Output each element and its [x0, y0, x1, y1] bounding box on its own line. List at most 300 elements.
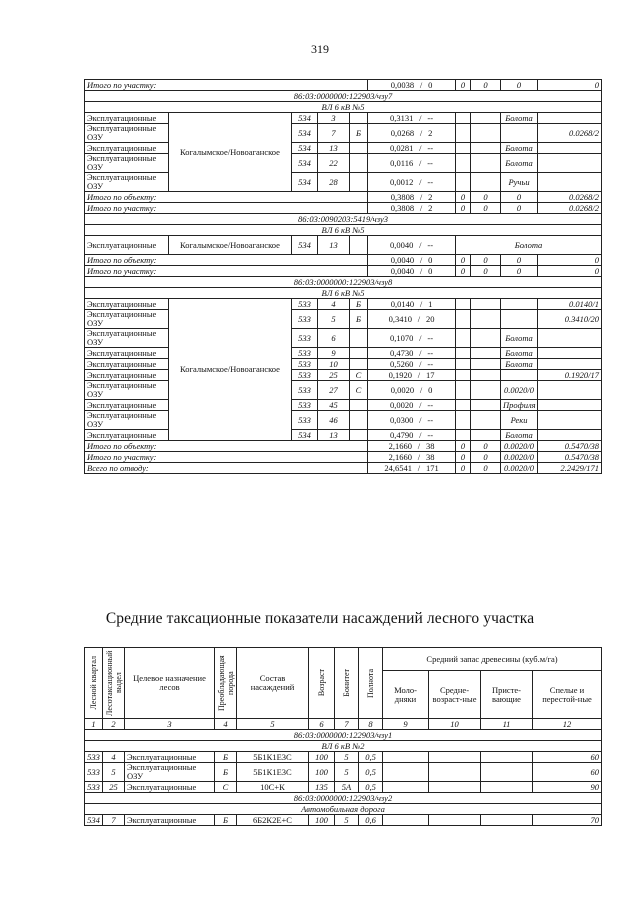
header-ripening: Присте-вающие [481, 671, 533, 719]
stand-row [85, 752, 602, 763]
total-young: 0 [456, 192, 471, 203]
column-number: 6 [309, 719, 335, 730]
middle-cell [471, 154, 501, 173]
area-value: 0,0300 [389, 414, 414, 425]
young-cell [456, 370, 471, 381]
total-area-value: 2,1660 [388, 451, 412, 462]
purpose-cell: Эксплуатационные [125, 752, 215, 763]
middle-cell [471, 400, 501, 411]
kvartal-cell: 533 [292, 310, 318, 329]
composition-cell: 5Б1К1Е3С [237, 752, 309, 763]
line-name-row [85, 741, 602, 752]
note-cell [501, 310, 538, 329]
area-cell [368, 124, 456, 143]
young-cell [383, 752, 429, 763]
species-cell [350, 348, 368, 359]
total-ripening: 0 [501, 255, 538, 266]
total-area-value: 0,3808 [390, 191, 415, 202]
note-cell: Реки [501, 411, 538, 430]
kvartal-cell: 533 [292, 329, 318, 348]
note-cell: Болота [501, 143, 538, 154]
note-cell: Болота [501, 430, 538, 441]
kvartal-cell: 534 [292, 173, 318, 192]
plot-row [85, 173, 602, 192]
header-breed [215, 648, 237, 719]
area-count: 20 [425, 313, 435, 324]
purpose-cell: Эксплуатационные [85, 400, 169, 411]
area-cell [368, 113, 456, 124]
area-slash: / [419, 384, 423, 395]
vydel-cell: 46 [318, 411, 350, 430]
total-label: Итого по участку: [85, 266, 368, 277]
total-area-value: 0,0040 [390, 265, 415, 276]
total-label: Итого по объекту: [85, 192, 368, 203]
total-mature: 0.0268/2 [538, 192, 602, 203]
young-cell [456, 154, 471, 173]
note-cell: Профиля [501, 400, 538, 411]
area-slash: / [419, 112, 422, 123]
total-young: 0 [456, 266, 471, 277]
young-cell [456, 430, 471, 441]
vydel-cell: 13 [318, 143, 350, 154]
mature-cell: 0.0268/2 [538, 124, 602, 143]
total-area-value: 0,3808 [390, 202, 415, 213]
line-name: ВЛ 6 кВ №5 [85, 225, 602, 236]
area-cell [368, 236, 456, 255]
mature-cell [538, 411, 602, 430]
column-number: 7 [335, 719, 359, 730]
plot-row [85, 359, 602, 370]
note-cell: 0.0020/0 [501, 381, 538, 400]
total-area-value: 2,1660 [388, 440, 412, 451]
header-kvartal-text: Лесной квартал [89, 656, 98, 710]
young-cell [456, 381, 471, 400]
bonitet-cell: 5 [335, 815, 359, 826]
area-count: -- [427, 347, 434, 358]
total-middle: 0 [471, 452, 501, 463]
vydel-cell: 7 [103, 815, 125, 826]
area-slash: / [417, 369, 421, 380]
vydel-cell: 5 [103, 763, 125, 782]
section-code-row [85, 793, 602, 804]
species-cell: Б [350, 124, 368, 143]
middle-cell [471, 299, 501, 310]
itogo-object-row [85, 255, 602, 266]
middle-cell [471, 359, 501, 370]
area-count: -- [427, 157, 433, 168]
ripening-cell [481, 782, 533, 793]
itogo-uchastok-row [85, 266, 602, 277]
total-label: Итого по участку: [85, 203, 368, 214]
composition-cell: 6Б2К2Е+С [237, 815, 309, 826]
plot-table [84, 79, 602, 474]
fullness-cell: 0,5 [359, 782, 383, 793]
header-stock: Средний запас древесины (куб.м/га) [383, 648, 602, 671]
kvartal-cell: 533 [85, 782, 103, 793]
kvartal-cell: 534 [292, 113, 318, 124]
column-number: 8 [359, 719, 383, 730]
fullness-cell: 0,6 [359, 815, 383, 826]
area-value: 0,0012 [389, 176, 414, 187]
forestry-cell: Когалымское/Новоаганское [169, 299, 292, 441]
breed-cell: Б [215, 815, 237, 826]
species-cell [350, 113, 368, 124]
kvartal-cell: 533 [85, 752, 103, 763]
young-cell [456, 124, 471, 143]
area-slash: / [419, 239, 422, 250]
purpose-cell: Эксплуатационные ОЗУ [85, 124, 169, 143]
purpose-cell: Эксплуатационные ОЗУ [125, 763, 215, 782]
header-bonitet [335, 648, 359, 719]
breed-cell: С [215, 782, 237, 793]
area-value: 0,1920 [388, 369, 412, 380]
total-area-value: 0,0040 [390, 254, 415, 265]
mature-cell [538, 430, 602, 441]
ripening-cell [481, 752, 533, 763]
area-value: 0,0020 [389, 399, 414, 410]
middle-cell [471, 430, 501, 441]
kvartal-cell: 533 [292, 299, 318, 310]
total-label: Итого по участку: [85, 452, 368, 463]
kvartal-cell: 533 [292, 411, 318, 430]
header-kvartal [85, 648, 103, 719]
mature-cell [538, 113, 602, 124]
area-value: 0,5260 [389, 358, 414, 369]
area-value: 0,1070 [389, 332, 414, 343]
stand-row [85, 763, 602, 782]
vydel-cell: 25 [103, 782, 125, 793]
age-cell: 100 [309, 815, 335, 826]
middle-cell [471, 370, 501, 381]
purpose-cell: Эксплуатационные [85, 299, 169, 310]
area-slash: / [419, 332, 422, 343]
area-value: 0,0020 [390, 384, 415, 395]
area-slash: / [419, 399, 422, 410]
total-area-slash: / [419, 202, 423, 213]
section-code-row [85, 91, 602, 102]
kvartal-cell: 533 [292, 381, 318, 400]
kvartal-cell: 534 [292, 236, 318, 255]
purpose-cell: Эксплуатационные [85, 143, 169, 154]
vydel-cell: 25 [318, 370, 350, 381]
area-slash: / [419, 358, 422, 369]
plot-row [85, 299, 602, 310]
section-code: 86:03:0000000:122903/чзу1 [85, 730, 602, 741]
species-cell [350, 411, 368, 430]
total-mature: 0.5470/38 [538, 441, 602, 452]
plot-row [85, 113, 602, 124]
itogo-uchastok-row [85, 80, 602, 91]
page-number: 319 [311, 42, 329, 56]
mature-cell [538, 173, 602, 192]
plot-row [85, 381, 602, 400]
line-name: ВЛ 6 кВ №5 [85, 102, 602, 113]
column-number: 5 [237, 719, 309, 730]
area-value: 0,0116 [390, 157, 414, 168]
header-purpose: Целевое назначение лесов [125, 648, 215, 719]
total-area-value: 0,0038 [390, 79, 415, 90]
section-code: 86:03:0000000:122903/чзу8 [85, 277, 602, 288]
area-count: 2 [428, 127, 433, 138]
total-ripening: 0.0020/0 [501, 463, 538, 474]
total-area [368, 452, 456, 463]
area-cell [368, 381, 456, 400]
area-value: 0,0281 [389, 142, 414, 153]
kvartal-cell: 533 [85, 763, 103, 782]
total-area-slash: / [419, 191, 423, 202]
kvartal-cell: 533 [292, 370, 318, 381]
total-area-count: 38 [425, 451, 435, 462]
young-cell [456, 299, 471, 310]
section-code-row [85, 277, 602, 288]
vydel-cell: 45 [318, 400, 350, 411]
area-value: 0,0268 [390, 127, 415, 138]
purpose-cell: Эксплуатационные ОЗУ [85, 310, 169, 329]
forestry-cell: Когалымское/Новоаганское [169, 113, 292, 192]
column-number: 3 [125, 719, 215, 730]
total-mature: 0.0268/2 [538, 203, 602, 214]
vydel-cell: 5 [318, 310, 350, 329]
column-number: 2 [103, 719, 125, 730]
stand-indicators-table [84, 647, 602, 826]
middle-cell [471, 310, 501, 329]
column-number: 9 [383, 719, 429, 730]
total-area [368, 266, 456, 277]
total-ripening: 0 [501, 192, 538, 203]
plot-row [85, 236, 602, 255]
mature-cell [538, 329, 602, 348]
area-count: -- [427, 414, 434, 425]
column-number: 10 [429, 719, 481, 730]
total-mature: 0.5470/38 [538, 452, 602, 463]
header-vydel-text: Лесотаксационный выдел [105, 650, 123, 716]
species-cell [350, 236, 368, 255]
fullness-cell: 0,5 [359, 752, 383, 763]
plot-row [85, 400, 602, 411]
age-cell: 100 [309, 763, 335, 782]
total-label: Итого по участку: [85, 80, 368, 91]
total-area-count: 38 [425, 440, 435, 451]
age-cell: 100 [309, 752, 335, 763]
area-cell [368, 154, 456, 173]
note-cell: Болота [501, 359, 538, 370]
purpose-cell: Эксплуатационные [85, 359, 169, 370]
header-vydel [103, 648, 125, 719]
note-cell [501, 370, 538, 381]
area-value: 0,0040 [389, 239, 414, 250]
vydel-cell: 13 [318, 236, 350, 255]
grand-total-row [85, 463, 602, 474]
bonitet-cell: 5 [335, 763, 359, 782]
young-cell [456, 400, 471, 411]
bonitet-cell: 5 [335, 752, 359, 763]
stand-row [85, 782, 602, 793]
kvartal-cell: 533 [292, 348, 318, 359]
vydel-cell: 22 [318, 154, 350, 173]
stand-row [85, 815, 602, 826]
area-cell [368, 430, 456, 441]
itogo-uchastok-row [85, 452, 602, 463]
middle-cell [471, 124, 501, 143]
area-cell [368, 348, 456, 359]
line-name: ВЛ 6 кВ №2 [85, 741, 602, 752]
section-code-row [85, 730, 602, 741]
area-slash: / [419, 176, 422, 187]
composition-cell: 5Б1К1Е3С [237, 763, 309, 782]
ripening-cell [481, 763, 533, 782]
line-name-row [85, 102, 602, 113]
total-area [368, 203, 456, 214]
note-cell: Ручьи [501, 173, 538, 192]
plot-row [85, 430, 602, 441]
area-value: 0,3410 [388, 313, 412, 324]
area-count: -- [427, 112, 434, 123]
total-middle: 0 [471, 266, 501, 277]
mature-cell [538, 359, 602, 370]
young-cell [456, 173, 471, 192]
area-count: -- [427, 142, 434, 153]
middle-cell [471, 411, 501, 430]
purpose-cell: Эксплуатационные ОЗУ [85, 411, 169, 430]
plot-row [85, 124, 602, 143]
area-cell [368, 370, 456, 381]
line-name: ВЛ 6 кВ №5 [85, 288, 602, 299]
total-mature: 2.2429/171 [538, 463, 602, 474]
species-cell: С [350, 381, 368, 400]
purpose-cell: Эксплуатационные ОЗУ [85, 381, 169, 400]
purpose-cell: Эксплуатационные ОЗУ [85, 329, 169, 348]
plot-row [85, 348, 602, 359]
area-value: 0,3131 [389, 112, 414, 123]
purpose-cell: Эксплуатационные ОЗУ [85, 173, 169, 192]
mature-cell [538, 143, 602, 154]
young-cell [383, 763, 429, 782]
area-cell [368, 143, 456, 154]
area-slash: / [419, 157, 422, 168]
area-cell [368, 173, 456, 192]
kvartal-cell: 534 [292, 430, 318, 441]
area-cell [368, 299, 456, 310]
total-young: 0 [456, 80, 471, 91]
area-value: 0,4790 [389, 429, 414, 440]
header-young: Моло-дняки [383, 671, 429, 719]
total-label: Итого по объекту: [85, 255, 368, 266]
column-number: 11 [481, 719, 533, 730]
purpose-cell: Эксплуатационные [85, 348, 169, 359]
column-number-row [85, 719, 602, 730]
ripening-cell [481, 815, 533, 826]
area-slash: / [419, 429, 422, 440]
area-slash: / [417, 313, 421, 324]
young-cell [383, 782, 429, 793]
header-middle: Средне-возраст-ные [429, 671, 481, 719]
plot-row [85, 310, 602, 329]
species-cell [350, 173, 368, 192]
total-middle: 0 [471, 441, 501, 452]
area-count: -- [427, 358, 434, 369]
column-number: 1 [85, 719, 103, 730]
total-area [368, 192, 456, 203]
total-area [368, 441, 456, 452]
total-young: 0 [456, 463, 471, 474]
mature-cell [538, 400, 602, 411]
purpose-cell: Эксплуатационные [125, 815, 215, 826]
total-area-count: 2 [428, 191, 433, 202]
note-cell [501, 124, 538, 143]
total-area-count: 171 [425, 462, 439, 473]
total-young: 0 [456, 203, 471, 214]
plot-row [85, 143, 602, 154]
area-cell [368, 411, 456, 430]
area-count: -- [427, 176, 434, 187]
note-cell [501, 299, 538, 310]
species-cell [350, 430, 368, 441]
kvartal-cell: 534 [85, 815, 103, 826]
species-cell [350, 154, 368, 173]
total-area-count: 2 [428, 202, 433, 213]
kvartal-cell: 533 [292, 400, 318, 411]
species-cell: С [350, 370, 368, 381]
purpose-cell: Эксплуатационные [125, 782, 215, 793]
species-cell [350, 329, 368, 348]
middle-cell [471, 173, 501, 192]
total-area-slash: / [419, 265, 423, 276]
vydel-cell: 7 [318, 124, 350, 143]
total-young: 0 [456, 441, 471, 452]
forestry-cell: Когалымское/Новоаганское [169, 236, 292, 255]
species-cell [350, 359, 368, 370]
middle-cell [471, 113, 501, 124]
kvartal-cell: 534 [292, 143, 318, 154]
line-name-row [85, 804, 602, 815]
young-cell [456, 310, 471, 329]
mature-cell: 0.3410/20 [538, 310, 602, 329]
section-code: 86:03:0000000:122903/чзу2 [85, 793, 602, 804]
area-value: 0,0140 [390, 298, 415, 309]
total-area-count: 0 [428, 79, 433, 90]
vydel-cell: 6 [318, 329, 350, 348]
itogo-object-row [85, 441, 602, 452]
total-area [368, 463, 456, 474]
kvartal-cell: 534 [292, 124, 318, 143]
kvartal-cell: 534 [292, 154, 318, 173]
kvartal-cell: 533 [292, 359, 318, 370]
total-area [368, 80, 456, 91]
total-label: Итого по объекту: [85, 441, 368, 452]
note-cell: Болота [456, 236, 602, 255]
plot-row [85, 329, 602, 348]
total-area-value: 24,6541 [384, 462, 412, 473]
vydel-cell: 9 [318, 348, 350, 359]
area-slash: / [419, 414, 422, 425]
note-cell: Болота [501, 329, 538, 348]
area-cell [368, 329, 456, 348]
species-cell: Б [350, 310, 368, 329]
area-cell [368, 400, 456, 411]
vydel-cell: 27 [318, 381, 350, 400]
vydel-cell: 28 [318, 173, 350, 192]
purpose-cell: Эксплуатационные [85, 236, 169, 255]
area-count: -- [427, 399, 434, 410]
plot-row [85, 154, 602, 173]
mature-cell: 70 [533, 815, 602, 826]
total-middle: 0 [471, 80, 501, 91]
middle-cell [429, 763, 481, 782]
total-middle: 0 [471, 192, 501, 203]
area-count: -- [427, 429, 434, 440]
total-mature: 0 [538, 255, 602, 266]
total-ripening: 0 [501, 80, 538, 91]
